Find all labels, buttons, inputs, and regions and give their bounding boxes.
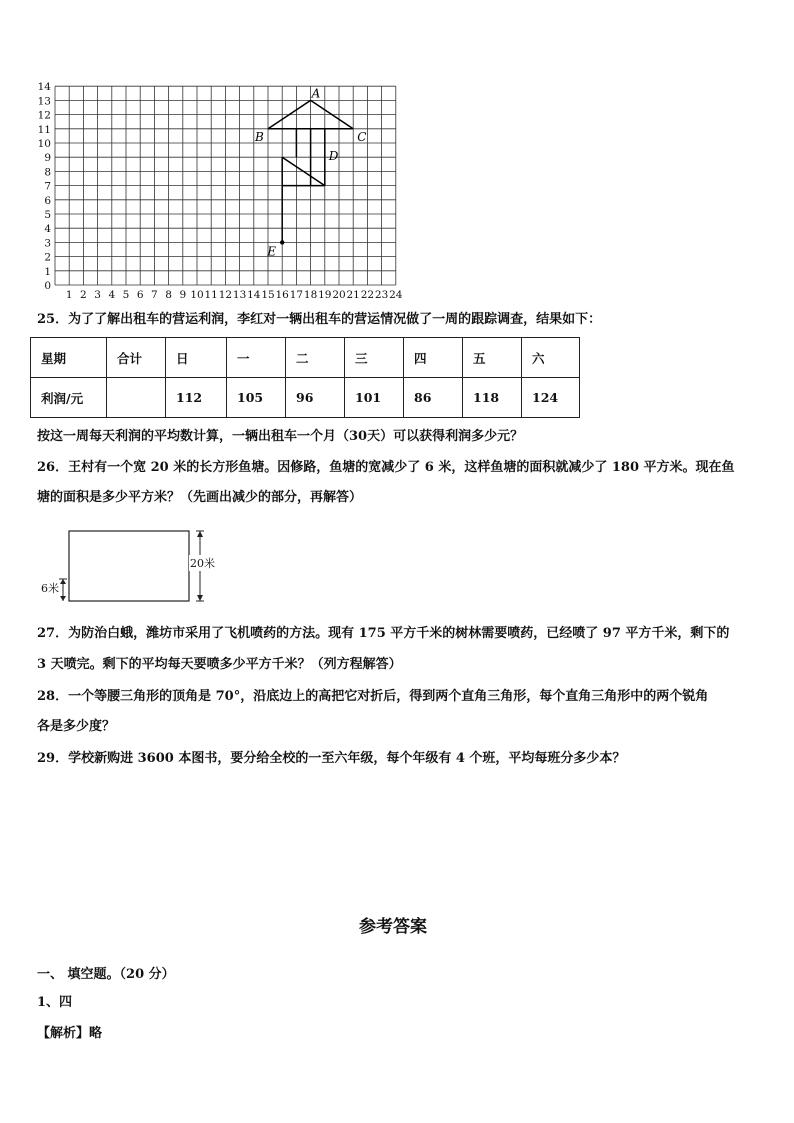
question-26-line2: 塘的面积是多少平方米？（先画出减少的部分，再解答） [37, 490, 363, 505]
table-cell: 二 [286, 338, 345, 378]
y-tick-label: 12 [37, 109, 51, 122]
x-tick-label: 15 [261, 289, 275, 300]
question-27-line1: 27．为防治白蛾，潍坊市采用了飞机喷药的方法。现有 175 平方千米的树林需要喷药，已经喷了 97 平方千米，剩下的 [37, 626, 730, 641]
point-label-d: D [328, 149, 339, 164]
x-tick-label: 9 [179, 289, 187, 300]
pond-rectangle [69, 531, 189, 601]
arrow-down-icon [197, 595, 203, 601]
table-row [31, 338, 580, 378]
x-tick-label: 7 [151, 289, 158, 300]
table-cell: 一 [227, 338, 286, 378]
table-cell: 三 [345, 338, 404, 378]
y-tick-label: 6 [44, 194, 51, 207]
question-28-line1: 28．一个等腰三角形的顶角是 70°，沿底边上的高把它对折后，得到两个直角三角形，每个直角三角形中的两个锐角 [37, 689, 709, 704]
x-tick-label: 18 [303, 289, 318, 300]
x-tick-label: 23 [374, 289, 389, 300]
table-cell: 105 [227, 378, 286, 418]
table-cell: 86 [404, 378, 463, 418]
y-tick-label: 13 [37, 95, 51, 108]
table-cell [107, 378, 166, 418]
table-cell: 六 [522, 338, 580, 378]
x-tick-label: 11 [204, 289, 218, 300]
table-cell: 星期 [31, 338, 107, 378]
x-tick-label: 20 [332, 289, 346, 300]
table-cell: 合计 [107, 338, 166, 378]
point-label-b: B [255, 129, 264, 144]
table-cell: 124 [522, 378, 580, 418]
x-tick-label: 2 [80, 289, 87, 300]
y-tick-label: 3 [44, 237, 51, 250]
x-tick-label: 19 [318, 289, 332, 300]
question-26-line1: 26．王村有一个宽 20 米的长方形鱼塘。因修路，鱼塘的宽减少了 6 米，这样鱼塘的面积就减少了 180 平方米。现在鱼 [37, 460, 735, 475]
answer-analysis: 【解析】略 [37, 1026, 103, 1041]
answer-item-1: 1、四 [37, 995, 73, 1010]
question-29-line1: 29．学校新购进 3600 本图书，要分给全校的一至六年级，每个年级有 4 个班，平均每班分多少本？ [37, 751, 626, 766]
x-tick-label: 6 [136, 289, 144, 300]
table-cell: 日 [166, 338, 227, 378]
table-cell: 118 [463, 378, 522, 418]
y-tick-label: 8 [44, 166, 51, 179]
y-tick-label: 0 [44, 280, 51, 292]
x-tick-label: 10 [190, 289, 204, 300]
table-cell: 利润/元 [31, 378, 107, 418]
y-tick-label: 7 [44, 180, 51, 193]
label-20m: 20米 [190, 557, 215, 570]
arrow-up-icon [60, 579, 66, 584]
table-row [31, 378, 580, 418]
x-tick-label: 13 [232, 289, 247, 300]
point-label-e: E [267, 244, 276, 259]
question-25-text: 25．为了了解出租车的营运利润，李红对一辆出租车的营运情况做了一周的跟踪调查，结果如下： [37, 312, 602, 327]
answers-title: 参考答案 [359, 917, 427, 937]
point-e-dot [280, 240, 284, 244]
label-6m: 6米 [41, 582, 59, 595]
table-cell: 96 [286, 378, 345, 418]
y-tick-label: 11 [37, 123, 51, 136]
y-tick-label: 14 [37, 81, 51, 94]
x-tick-label: 22 [360, 289, 375, 300]
x-tick-label: 14 [247, 289, 261, 300]
y-tick-label: 1 [44, 265, 51, 278]
x-tick-label: 16 [275, 289, 289, 300]
y-tick-label: 10 [37, 138, 51, 150]
profit-table [30, 337, 580, 418]
arrow-down-icon [60, 596, 66, 601]
table-cell: 五 [463, 338, 522, 378]
y-tick-label: 4 [44, 223, 51, 236]
x-tick-label: 24 [389, 289, 403, 300]
table-cell: 101 [345, 378, 404, 418]
table-cell: 四 [404, 338, 463, 378]
question-27-line2: 3 天喷完。剩下的平均每天要喷多少平方千米？（列方程解答） [37, 657, 402, 672]
y-tick-label: 2 [44, 251, 51, 264]
y-tick-label: 5 [44, 209, 51, 221]
question-28-line2: 各是多少度？ [37, 719, 116, 734]
question-25-ask: 按这一周每天利润的平均数计算，一辆出租车一个月（30天）可以获得利润多少元？ [37, 429, 524, 444]
point-label-a: A [311, 86, 321, 101]
arrow-up-icon [197, 531, 203, 537]
x-tick-label: 5 [122, 289, 130, 300]
x-tick-label: 12 [218, 289, 233, 300]
x-tick-label: 8 [165, 289, 172, 300]
answers-section: 一、 填空题。（20 分） [37, 967, 175, 982]
x-tick-label: 1 [65, 289, 73, 300]
x-tick-label: 17 [289, 289, 304, 300]
y-tick-label: 9 [44, 152, 51, 165]
x-tick-label: 3 [94, 289, 101, 300]
coordinate-grid [0, 0, 794, 300]
table-cell: 112 [166, 378, 227, 418]
point-label-c: C [357, 129, 367, 144]
x-tick-label: 4 [108, 289, 116, 300]
x-tick-label: 21 [346, 289, 360, 300]
